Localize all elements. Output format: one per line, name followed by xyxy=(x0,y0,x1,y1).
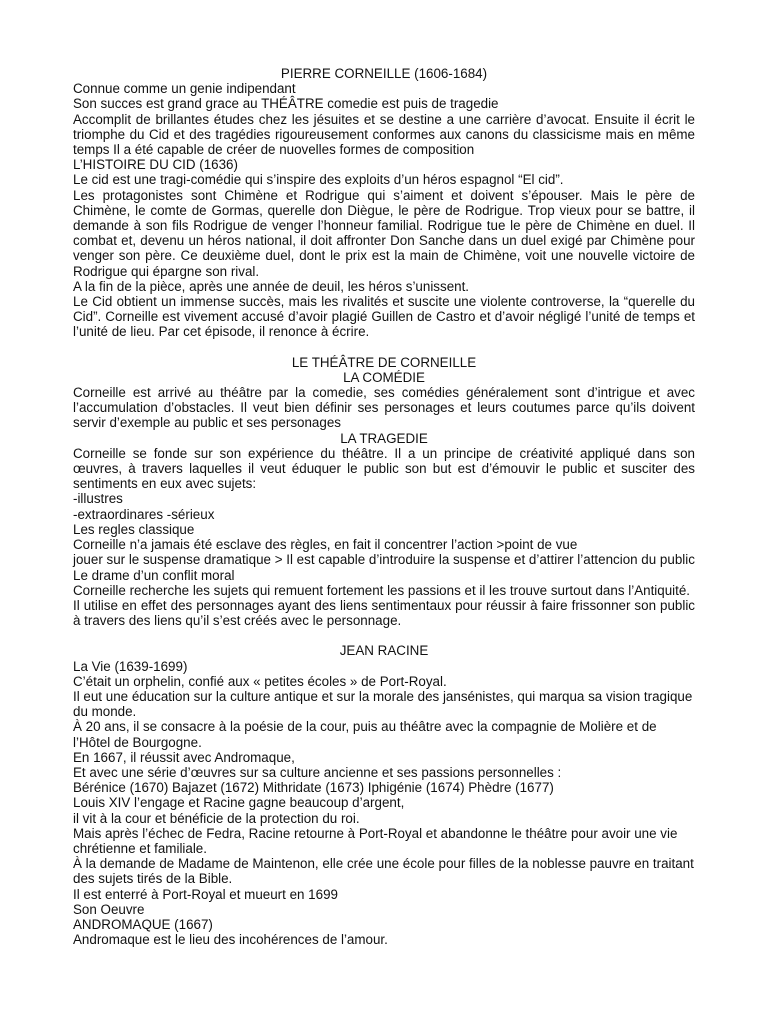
paragraph-tragedie: Corneille se fonde sur son expérience du théâtre. Il a un principe de créativité appliqué dans son œuvres, à travers laquelles il veut éduquer le public son but est d’émouvir le public et susciter des sentiments en eux avec sujets: xyxy=(73,445,695,492)
text-line: Son succes est grand grace au THÉÂTRE comedie est puis de tragedie xyxy=(73,96,499,112)
list-item: -extraordinares -sérieux xyxy=(73,506,215,522)
paragraph-comedie: Corneille est arrivé au théâtre par la comedie, ses comédies généralement sont d’intrigue et avec l’accumulation d’obstacles. Il veut bien définir ses personages et leurs coutumes parce qu’ils doivent servir d’exemple au public et ses personages xyxy=(73,385,695,431)
heading-andromaque: ANDROMAQUE (1667) xyxy=(73,916,213,932)
text-line: A la fin de la pièce, après une année de deuil, les héros s’unissent. xyxy=(73,278,470,294)
text-line: Le drame d’un conflit moral xyxy=(73,567,235,583)
paragraph-succes: Le Cid obtient un immense succès, mais les rivalités et suscite une violente controverse, la “querelle du Cid”. Corneille est vivement accusé d’avoir plagié Guillen de Castro et d’avoir négligé l’unité de temps et l’unité de lieu. Par cet épisode, il renonce à écrire. xyxy=(73,294,695,340)
heading-theatre-de-corneille: LE THÉÂTRE DE CORNEILLE xyxy=(291,354,477,370)
heading-pierre-corneille: PIERRE CORNEILLE (1606-1684) xyxy=(280,66,488,81)
text-line: C’était un orphelin, confié aux « petites écoles » de Port-Royal. xyxy=(73,673,447,689)
paragraph-etudes: Accomplit de brillantes études chez les jésuites et se destine a une carrière d’avocat. Ensuite il écrit le triomphe du Cid et des tragédies rigoureusement conformes aux canons du classicisme mais en même temps Il a été capable de créer de nuovelles formes de composition xyxy=(73,111,695,158)
paragraph-protagonistes: Les protagonistes sont Chimène et Rodrigue qui s’aiment et doivent s’épouser. Mais le père de Chimène, le comte de Gormas, querelle don Diègue, le père de Rodrigue. Trop vieux pour se battre, il demande à son fils Rodrigue de venger l’honneur familial. Rodrigue tue le père de Chimène en duel. Il combat et, devenu un héros national, il doit affronter Don Sanche dans un duel exigé par Chimène pour venger son père. Ce deuxième duel, dont le prix est la main de Chimène, voit une nouvelle victoire de Rodrigue qui épargne son rival. xyxy=(73,187,695,279)
text-line: Il est enterré à Port-Royal et mueurt en 1699 xyxy=(73,886,338,902)
text-line: La Vie (1639-1699) xyxy=(73,658,188,674)
paragraph-poesie: À 20 ans, il se consacre à la poésie de la cour, puis au théâtre avec la compagnie de Molière et de l’Hôtel de Bourgogne. xyxy=(73,719,657,750)
text-line: En 1667, il réussit avec Andromaque, xyxy=(73,749,295,765)
text-line: Le cid est une tragi-comédie qui s’inspire des exploits d’un héros espagnol “El cid”. xyxy=(73,172,564,188)
list-item: Corneille n’a jamais été esclave des règles, en fait il concentrer l’action >point de vue xyxy=(73,537,578,553)
text-line: Son Oeuvre xyxy=(73,901,145,917)
heading-la-comedie: LA COMÉDIE xyxy=(343,369,425,385)
paragraph-suspense: jouer sur le suspense dramatique > Il est capable d’introduire la suspense et d’attirer l’attencion du public xyxy=(73,552,695,568)
text-line: Bérénice (1670) Bajazet (1672) Mithridate (1673) Iphigénie (1674) Phèdre (1677) xyxy=(73,780,554,796)
text-line: Et avec une série d’œuvres sur sa culture ancienne et ses passions personnelles : xyxy=(73,764,562,780)
paragraph-passions: Corneille recherche les sujets qui remuent fortement les passions et il les trouve surtout dans l’Antiquité. xyxy=(73,582,691,598)
text-line: Louis XIV l’engage et Racine gagne beaucoup d’argent, xyxy=(73,795,405,811)
heading-la-tragedie: LA TRAGEDIE xyxy=(340,430,428,446)
spacer xyxy=(73,628,695,643)
paragraph-liens: Il utilise en effet des personnages ayant des liens sentimentaux pour réussir à faire frissonner son public à travers des liens qu’il s’est créés avec le personnage. xyxy=(73,597,695,629)
paragraph-fedra: Mais après l’échec de Fedra, Racine retourne à Port-Royal et abandonne le théâtre pour avoir une vie chrétienne et familiale. xyxy=(73,825,678,856)
paragraph-maintenon: À la demande de Madame de Maintenon, elle crée une école pour filles de la noblesse pauvre en traitant des sujets tirés de la Bible. xyxy=(73,856,694,887)
document-page xyxy=(73,66,695,947)
list-item: -illustres xyxy=(73,491,123,507)
text-line: il vit à la cour et bénéficie de la protection du roi. xyxy=(73,810,360,826)
text-line: Connue comme un genie indipendant xyxy=(73,81,296,97)
list-item: Les regles classique xyxy=(73,521,195,537)
spacer xyxy=(73,340,695,355)
paragraph-education: Il eut une éducation sur la culture antique et sur la morale des jansénistes, qui marqua sa vision tragique du monde. xyxy=(73,688,693,720)
heading-jean-racine: JEAN RACINE xyxy=(339,643,429,659)
text-line: Andromaque est le lieu des incohérences de l’amour. xyxy=(73,932,388,948)
heading-histoire-du-cid: L’HISTOIRE DU CID (1636) xyxy=(73,157,238,173)
